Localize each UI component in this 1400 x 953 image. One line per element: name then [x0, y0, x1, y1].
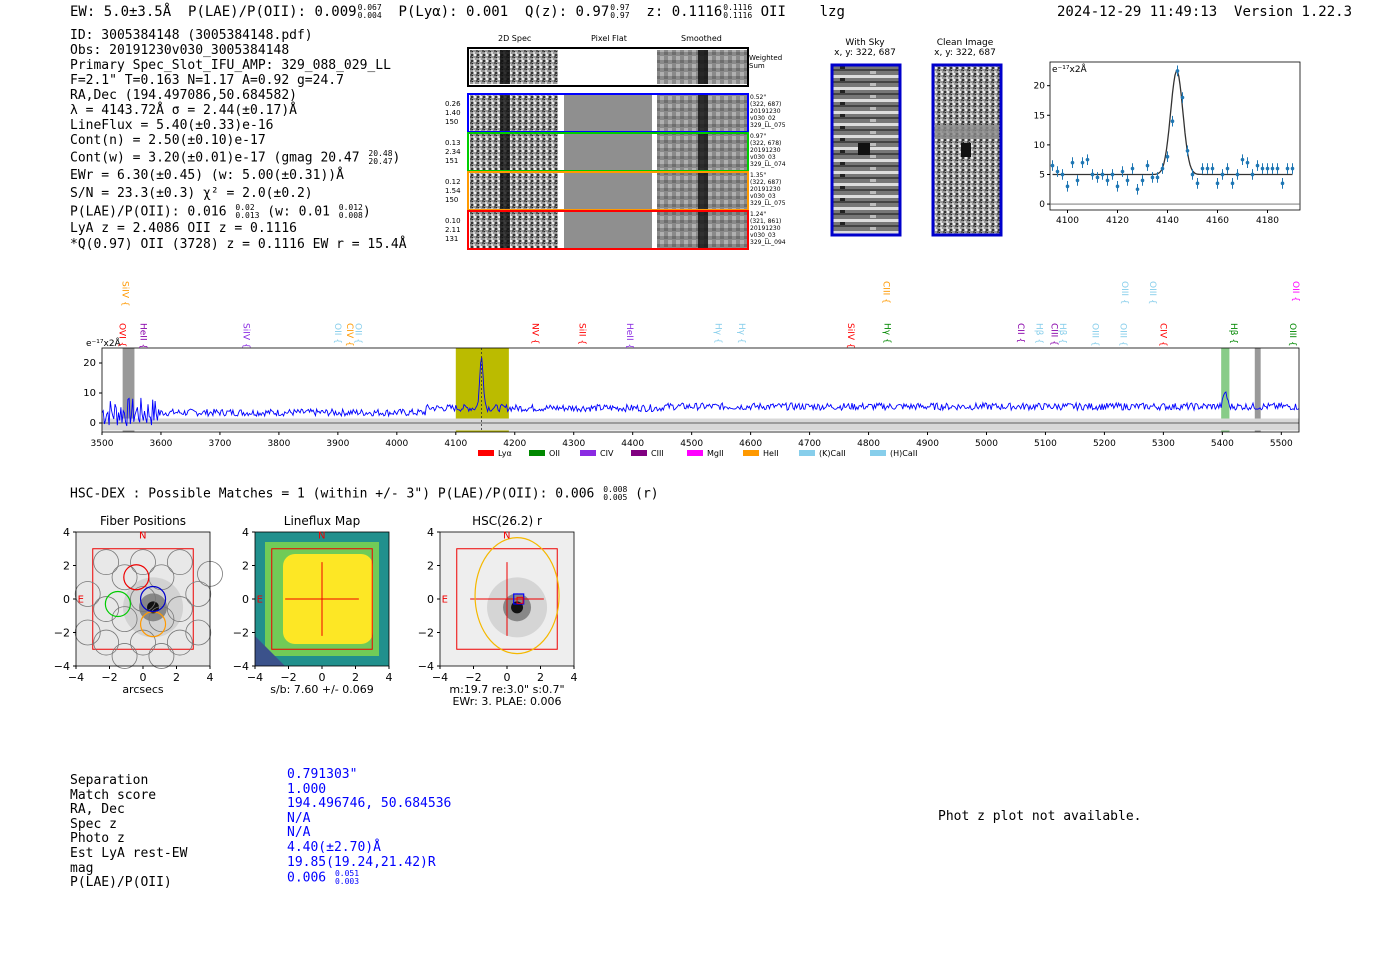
weighted-sum-label: Weighted Sum: [749, 54, 783, 70]
line-marker-label: OIII {: [1287, 323, 1298, 347]
hsc-dex-title: HSC-DEX : Possible Matches = 1 (within +/- 3") P(LAE)/P(OII): 0.006 0.008 0.005 (r): [70, 485, 659, 502]
line-marker-label: CIII {: [880, 281, 891, 304]
fiber-info-line: (322, 687): [750, 179, 782, 186]
data-point: [1246, 161, 1250, 165]
fiber-info-line: 0.97": [750, 133, 767, 140]
data-point: [1211, 167, 1215, 171]
fiber-row-stats: [445, 217, 461, 244]
fiber-info-line: 20191230: [750, 225, 781, 232]
fiber-row-info: [750, 133, 786, 168]
fiber-row-2dspec-line: [500, 173, 510, 209]
with-sky-image: [830, 63, 902, 237]
z-bounds: 0.1116 0.1116: [723, 3, 753, 20]
plae-bounds: 0.067 0.004: [357, 3, 382, 20]
flag-label: lzg: [819, 4, 845, 20]
line-marker-label: HeII {: [623, 323, 634, 350]
legend-label: MgII: [707, 449, 724, 458]
x-tick-label: 4100: [444, 439, 468, 449]
fiber-row-pixelflat: [564, 95, 652, 131]
fiber-stat: 131: [445, 235, 459, 243]
fiber-row-2dspec: [470, 95, 558, 131]
fiber-stat: 0.12: [445, 178, 461, 186]
north-label: N: [503, 530, 511, 542]
fiber-info-line: 20191230: [750, 147, 781, 154]
x-tick-label: 5000: [975, 439, 998, 449]
full-spectrum-chart: [60, 275, 1320, 465]
ew-summary: EW: 5.0±3.5Å: [70, 4, 172, 20]
panel-xlabel: m:19.7 re:3.0" s:0.7": [449, 683, 565, 696]
line-marker-label: CIV {: [1157, 323, 1168, 347]
line-marker-label: OIII {: [1117, 323, 1128, 347]
match-label: P(LAE)/P(OII): [70, 875, 172, 891]
x-tick-label: 2: [537, 671, 544, 684]
data-point: [1171, 119, 1175, 123]
line-marker-label: OVI {: [116, 323, 127, 348]
x-tick-label: 4700: [798, 439, 822, 449]
data-point: [1231, 182, 1235, 186]
x-tick-label: 4200: [503, 439, 527, 449]
x-tick-label: 4180: [1256, 216, 1279, 226]
data-point: [1181, 96, 1185, 100]
data-point: [1236, 173, 1240, 177]
y-tick-label: 4: [427, 526, 434, 539]
match-labels: [70, 774, 187, 891]
line-marker-label: NV {: [529, 323, 540, 345]
data-point: [1206, 167, 1210, 171]
x-tick-label: 3600: [149, 439, 173, 449]
legend-swatch: [529, 450, 545, 456]
line-marker-label: Hβ {: [1228, 323, 1239, 345]
clean-image-title: Clean Image x, y: 322, 687: [934, 38, 996, 58]
x-tick-label: 3800: [267, 439, 291, 449]
version-label: Version 1.22.3: [1234, 4, 1353, 20]
data-point: [1106, 179, 1110, 183]
fiber-info-line: 329_LL_074: [750, 161, 786, 168]
legend-label: Lyα: [498, 449, 512, 458]
data-point: [1261, 167, 1265, 171]
panel-title: Lineflux Map: [283, 514, 361, 528]
data-point: [1111, 173, 1115, 177]
y-tick-label: −4: [417, 660, 434, 673]
qz-bounds: 0.97 0.97: [610, 3, 630, 20]
fiber-stat: 150: [445, 118, 459, 126]
data-point: [1266, 167, 1270, 171]
data-point: [1096, 176, 1100, 180]
x-tick-label: 4400: [621, 439, 645, 449]
fiber-info-line: (322, 687): [750, 101, 782, 108]
fiber-rows: [468, 94, 748, 249]
data-point: [1051, 164, 1055, 168]
data-point: [1061, 173, 1065, 177]
fiber-row-smoothed-line: [698, 95, 708, 131]
data-point: [1241, 158, 1245, 162]
line-marker-label: SiII {: [576, 323, 587, 346]
legend-swatch: [870, 450, 886, 456]
x-tick-label: −4: [246, 671, 264, 684]
fiber-row-2dspec-line: [500, 134, 510, 170]
y-tick-label: 0: [89, 418, 96, 429]
y-tick-label: 0: [242, 593, 249, 606]
data-point: [1226, 167, 1230, 171]
line-marker-label: SiIV {: [240, 323, 251, 349]
match-label: Est LyA rest-EW: [70, 845, 188, 861]
data-point: [1086, 158, 1090, 162]
plya-summary: P(Lyα): 0.001: [398, 4, 509, 20]
timestamp: 2024-12-29 11:49:13: [1057, 4, 1218, 20]
fiber-stat: 1.54: [445, 187, 461, 195]
east-label: E: [441, 594, 449, 606]
data-point: [1286, 167, 1290, 171]
data-point: [1081, 161, 1085, 165]
y-tick-label: −4: [232, 660, 249, 673]
fiber-stat: 150: [445, 196, 459, 204]
data-point: [1281, 182, 1285, 186]
fiber-info-line: (322, 678): [750, 140, 782, 147]
x-tick-label: 0: [318, 671, 326, 684]
data-point: [1091, 173, 1095, 177]
panel-xlabel: arcsecs: [122, 683, 164, 696]
info-ewr: EWr = 6.30(±0.45) (w: 5.00(±0.31))Å: [70, 168, 344, 183]
fiber-info-line: 329_LL_075: [750, 200, 786, 207]
data-point: [1131, 167, 1135, 171]
fiber-row-pixelflat: [564, 134, 652, 170]
line-marker-label: Hγ {: [712, 323, 723, 344]
x-tick-label: 4100: [1056, 216, 1079, 226]
data-point: [1161, 167, 1165, 171]
data-point: [1191, 173, 1195, 177]
info-lineflux: LineFlux = 5.40(±0.33)e-16: [70, 118, 274, 133]
x-tick-label: −4: [67, 671, 85, 684]
line-fit-chart: [1030, 56, 1340, 236]
info-primary: Primary Spec_Slot_IFU_AMP: 329_088_029_LL: [70, 58, 391, 73]
legend-label: (K)CaII: [819, 449, 846, 458]
legend-swatch: [743, 450, 759, 456]
match-label: Match score: [70, 787, 157, 803]
x-tick-label: 4500: [680, 439, 704, 449]
data-point: [1291, 167, 1295, 171]
hsc-panels: [40, 510, 620, 725]
x-tick-label: −2: [101, 671, 118, 684]
data-point: [1156, 176, 1160, 180]
fiber-stat: 2.11: [445, 226, 461, 234]
legend-label: CIII: [651, 449, 664, 458]
north-label: N: [318, 530, 326, 542]
legend-label: (H)CaII: [890, 449, 918, 458]
legend-swatch: [631, 450, 647, 456]
match-value: N/A: [287, 825, 311, 841]
line-marker-label: SiIV {: [844, 323, 855, 349]
data-point: [1256, 164, 1260, 168]
data-point: [1216, 182, 1220, 186]
y-tick-label: 5: [1039, 170, 1045, 181]
data-point: [1196, 182, 1200, 186]
x-tick-label: 4120: [1106, 216, 1129, 226]
fiber-row-stats: [445, 100, 461, 127]
cutout-grid: [440, 44, 800, 256]
fiber-stat: 0.13: [445, 139, 461, 147]
data-point: [1201, 167, 1205, 171]
x-tick-label: 5100: [1033, 439, 1057, 449]
cutout-col-pixelflat: Pixel Flat: [591, 34, 627, 43]
y-tick-label: 10: [83, 388, 96, 399]
cutout-col-2dspec: 2D Spec: [498, 34, 532, 43]
header-bar: [70, 4, 845, 20]
north-label: N: [139, 530, 147, 542]
x-tick-label: 5500: [1269, 439, 1293, 449]
line-marker-label: Hγ {: [735, 323, 746, 344]
line-marker-label: OIII {: [1089, 323, 1100, 347]
y-tick-label: 2: [427, 559, 434, 573]
fiber-row-smoothed-line: [698, 173, 708, 209]
data-point: [1076, 179, 1080, 183]
z-summary: z: 0.1116: [646, 4, 723, 20]
data-point: [1066, 185, 1070, 189]
y-tick-label: 2: [242, 559, 249, 573]
line-marker-label: CIII {: [1048, 323, 1059, 346]
legend-swatch: [799, 450, 815, 456]
fiber-row-smoothed-line: [698, 134, 708, 170]
match-value: 194.496746, 50.684536: [287, 796, 452, 812]
y-tick-label: −2: [417, 626, 434, 640]
line-fit-frame: [1050, 62, 1300, 210]
line-marker-label: CII {: [1014, 323, 1025, 344]
x-tick-label: 4300: [562, 439, 586, 449]
fiber-info-line: v030_03: [750, 232, 776, 239]
x-tick-label: 4: [570, 671, 578, 684]
info-id: ID: 3005384148 (3005384148.pdf): [70, 28, 313, 43]
plae-summary: P(LAE)/P(OII): 0.009: [188, 4, 357, 20]
y-tick-label: −2: [232, 626, 249, 640]
fiber-row-pixelflat: [564, 173, 652, 209]
x-tick-label: 4: [385, 671, 393, 684]
fiber-row-2dspec-line: [500, 95, 510, 131]
y-tick-label: 4: [63, 526, 70, 539]
x-tick-label: 2: [173, 671, 180, 684]
fiber-row-stats: [445, 178, 461, 205]
y-tick-label: 0: [63, 593, 70, 606]
data-point: [1151, 176, 1155, 180]
data-point: [1146, 164, 1150, 168]
fiber-info-line: 329_LL_075: [750, 122, 786, 129]
data-point: [1071, 161, 1075, 165]
match-label: mag: [70, 860, 94, 876]
info-lya: LyA z = 2.4086 OII z = 0.1116: [70, 221, 297, 236]
legend-label: OII: [549, 449, 561, 458]
line-marker-label: CIV {: [343, 323, 354, 347]
x-tick-label: 0: [139, 671, 147, 684]
match-label: RA, Dec: [70, 802, 125, 818]
line-marker-label: Hγ {: [881, 323, 892, 344]
x-tick-label: 3700: [208, 439, 232, 449]
data-point: [1056, 170, 1060, 174]
fiber-stat: 0.10: [445, 217, 461, 225]
error-envelope: [102, 419, 1299, 431]
timestamp-version: [1057, 4, 1352, 20]
data-point: [1176, 69, 1180, 73]
y-tick-label: 20: [1033, 81, 1045, 92]
fiber-row-info: [750, 94, 786, 129]
data-point: [1186, 149, 1190, 153]
panel-title: Fiber Positions: [99, 514, 187, 528]
data-point: [1271, 167, 1275, 171]
fiber-info-line: 329_LL_094: [750, 239, 786, 246]
z-line: OII: [760, 4, 786, 20]
with-sky-title: With Sky x, y: 322, 687: [834, 38, 896, 58]
x-tick-label: −2: [280, 671, 297, 684]
x-tick-label: 4: [206, 671, 214, 684]
y-tick-label: 2: [63, 559, 70, 573]
qz-summary: Q(z): 0.97: [524, 4, 610, 20]
clean-image: [931, 63, 1003, 237]
detection-info: [70, 28, 407, 252]
y-tick-label: 0: [427, 593, 434, 606]
y-tick-label: 0: [1039, 200, 1045, 211]
fiber-row-pixelflat: [564, 212, 652, 248]
x-tick-label: 3900: [326, 439, 350, 449]
line-marker-label: OIII {: [1119, 281, 1130, 305]
fiber-stat: 2.34: [445, 148, 461, 156]
fiber-row-2dspec: [470, 134, 558, 170]
east-label: E: [256, 594, 264, 606]
match-value: N/A: [287, 810, 311, 826]
fiber-row-smoothed-line: [698, 212, 708, 248]
fiber-row-info: [750, 211, 786, 246]
data-point: [1141, 179, 1145, 183]
fiber-info-line: 1.24": [750, 211, 767, 218]
info-contn: Cont(n) = 2.50(±0.10)e-17: [70, 133, 266, 148]
fiber-info-line: v030_03: [750, 154, 776, 161]
x-tick-label: 5200: [1092, 439, 1116, 449]
info-fit: F=2.1" T=0.163 N=1.17 A=0.92 g=24.7: [70, 73, 344, 88]
info-obs: Obs: 20191230v030_3005384148: [70, 43, 290, 58]
match-value: 0.006 0.051 0.003: [287, 869, 360, 887]
match-label: Separation: [70, 773, 149, 788]
line-marker-label: OII {: [352, 323, 363, 344]
y-tick-label: 20: [83, 358, 96, 369]
fiber-info-line: 20191230: [750, 108, 781, 115]
x-tick-label: 4600: [739, 439, 763, 449]
info-contw: Cont(w) = 3.20(±0.01)e-17 (gmag 20.47 20.48 20.47 ): [70, 149, 401, 166]
line-fit-yunit: e⁻¹⁷x2Å: [1052, 65, 1087, 75]
panel-xlabel: s/b: 7.60 +/- 0.069: [270, 683, 374, 696]
fiber-stat: 151: [445, 157, 459, 165]
fiber-info-line: 0.52": [750, 94, 767, 101]
match-values: [287, 768, 451, 886]
match-value: 4.40(±2.70)Å: [287, 839, 381, 855]
match-value: 1.000: [287, 781, 327, 797]
match-label: Photo z: [70, 831, 125, 847]
panel-title: HSC(26.2) r: [472, 514, 542, 528]
data-point: [1126, 179, 1130, 183]
fiber-row-2dspec-line: [500, 212, 510, 248]
data-point: [1136, 187, 1140, 191]
data-point: [1251, 173, 1255, 177]
legend-label: CIV: [600, 449, 614, 458]
fiber-row-stats: [445, 139, 461, 166]
data-point: [1101, 173, 1105, 177]
legend-swatch: [478, 450, 494, 456]
fiber-info-line: v030_03: [750, 193, 776, 200]
info-plae: P(LAE)/P(OII): 0.016 0.02 0.013 (w: 0.01 0.012 0.008 ): [70, 203, 371, 220]
fiber-info-line: (321, 861): [750, 218, 782, 225]
east-label: E: [77, 594, 85, 606]
x-tick-label: 4900: [916, 439, 939, 449]
y-tick-label: −4: [53, 660, 70, 673]
data-point: [1276, 167, 1280, 171]
x-tick-label: 3500: [90, 439, 114, 449]
data-point: [1116, 185, 1120, 189]
x-tick-label: −4: [431, 671, 449, 684]
legend-swatch: [687, 450, 703, 456]
x-tick-label: 4160: [1206, 216, 1229, 226]
data-point: [1121, 170, 1125, 174]
x-tick-label: 5300: [1151, 439, 1175, 449]
match-value: 0.791303": [287, 767, 358, 782]
x-tick-label: 0: [503, 671, 511, 684]
fiber-row-2dspec: [470, 173, 558, 209]
fiber-stat: 0.26: [445, 100, 461, 108]
x-tick-label: 2: [352, 671, 359, 684]
match-value: 19.85(19.24,21.42)R: [287, 854, 436, 870]
info-radec: RA,Dec (194.497086,50.684582): [70, 88, 297, 103]
fiber-stat: 1.40: [445, 109, 461, 117]
line-marker-label: OIII {: [1146, 281, 1157, 305]
y-tick-label: 10: [1033, 140, 1045, 151]
cutout-col-smoothed: Smoothed: [681, 34, 722, 43]
line-marker-label: SiIV {: [119, 281, 130, 307]
fiber-info-line: 1.35": [750, 172, 767, 179]
info-sn: S/N = 23.3(±0.3) χ² = 2.0(±0.2): [70, 186, 313, 201]
photz-message: Phot z plot not available.: [938, 809, 1142, 824]
legend-swatch: [580, 450, 596, 456]
line-marker-label: OII {: [1290, 281, 1301, 302]
spectrum-yunit: e⁻¹⁷x2Å: [86, 339, 121, 349]
match-label: Spec z: [70, 816, 117, 832]
legend-label: HeII: [763, 449, 779, 458]
x-tick-label: −2: [465, 671, 482, 684]
data-point: [1221, 173, 1225, 177]
fiber-row-info: [750, 172, 786, 207]
y-tick-label: −2: [53, 626, 70, 640]
weighted-sum-row: [468, 48, 748, 86]
fiber-row-2dspec: [470, 212, 558, 248]
x-tick-label: 5400: [1210, 439, 1234, 449]
info-q: *Q(0.97) OII (3728) z = 0.1116 EW r = 15.4Å: [70, 237, 407, 252]
line-marker-label: HeII {: [137, 323, 148, 350]
info-lambda: λ = 4143.72Å σ = 2.44(±0.17)Å: [70, 103, 297, 118]
panel-xlabel-2: EWr: 3. PLAE: 0.006: [452, 695, 562, 708]
spectrum-line: [102, 357, 1299, 426]
x-tick-label: 4800: [857, 439, 881, 449]
fiber-info-line: 20191230: [750, 186, 781, 193]
line-marker-label: OII {: [331, 323, 342, 344]
x-tick-label: 4000: [385, 439, 409, 449]
plae-bounds: 0.051 0.003: [334, 869, 360, 887]
line-marker-label: Hβ {: [1033, 323, 1044, 345]
x-tick-label: 4140: [1156, 216, 1179, 226]
data-point: [1166, 155, 1170, 159]
y-tick-label: 15: [1033, 111, 1045, 122]
y-tick-label: 4: [242, 526, 249, 539]
fiber-info-line: v030_02: [750, 115, 776, 122]
line-marker-label: Hβ {: [1057, 323, 1068, 345]
